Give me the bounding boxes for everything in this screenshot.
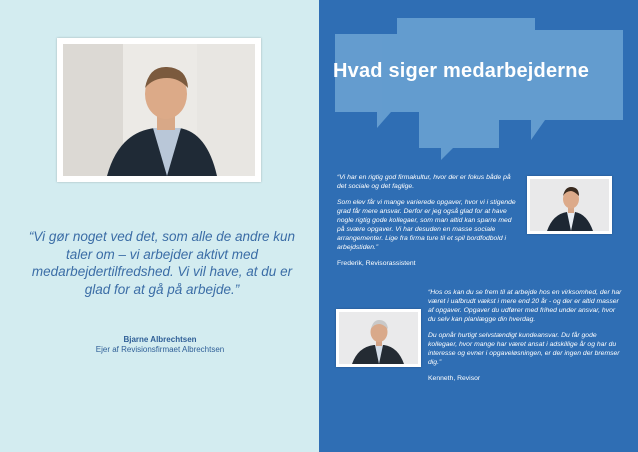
owner-photo <box>57 38 261 182</box>
testimonial-signature: Frederik, Revisorassistent <box>337 260 416 267</box>
testimonial-signature: Kenneth, Revisor <box>428 375 481 382</box>
testimonial-paragraph: “Vi har en rigtig god firmakultur, hvor der er fokus både på det sociale og det faglige. <box>337 174 511 190</box>
owner-name: Bjarne Albrechtsen <box>123 335 197 344</box>
kenneth-photo <box>336 309 421 367</box>
testimonial-frederik <box>337 173 519 275</box>
testimonial-paragraph: Du opnår hurtigt selvstændigt kundeansvar. Du får gode kollegaer, hvor mange har været ansat i adskillige år og har du interesse og evner i opgaveløsningen, er der ingen der bremser dig.” <box>428 332 620 366</box>
page-heading: Hvad siger medarbejderne <box>333 60 590 82</box>
owner-role: Ejer af Revisionsfirmaet Albrechtsen <box>95 345 225 354</box>
frederik-photo <box>527 176 612 234</box>
testimonial-kenneth <box>428 288 624 390</box>
speech-bubbles-graphic <box>319 0 638 170</box>
testimonial-paragraph: Som elev får vi mange varierede opgaver, hvor vi i stigende grad får mere ansvar. Derfor er jeg også glad for at have nogle rigtig gode kollegaer, som man altid kan sparre med på svære opgaver. Vi har desuden en masse sociale arrangementer. Lige fra firma ture til et spil bordfodbold i arbejdstiden.” <box>337 199 516 251</box>
testimonial-paragraph: “Hos os kan du se frem til at arbejde hos en virksomhed, der har været i uafbrudt vækst i mere end 20 år - og der er altid masser af opgaver. Opgaver du udfører med frihed under ansvar, hvor du selv kan planlægge din hverdag. <box>428 289 622 323</box>
owner-quote: “Vi gør noget ved det, som alle de andre kun taler om – vi arbejder aktivt med medarbejdertilfredshed. Vi vil have, at du er glad for at gå på arbejde.” <box>28 229 296 297</box>
